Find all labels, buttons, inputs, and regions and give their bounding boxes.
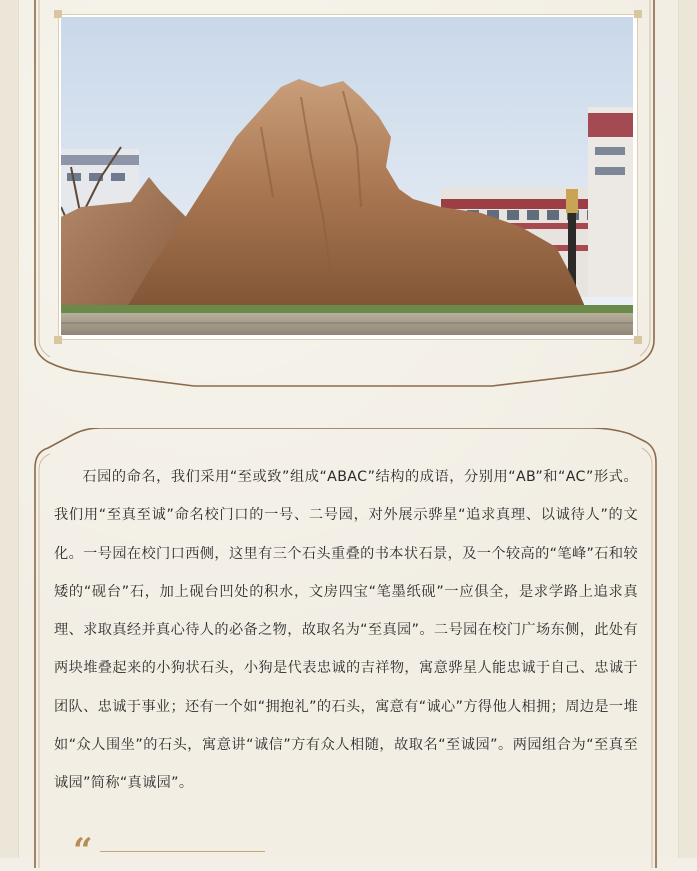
quote-mark-icon: “ <box>73 831 93 871</box>
corner-ornament <box>54 336 62 344</box>
lamp-post-top <box>566 189 578 213</box>
rock-garden-illustration <box>61 17 633 335</box>
left-margin-stripe <box>0 0 19 858</box>
photo-container <box>58 14 638 340</box>
quote-divider <box>100 851 265 852</box>
rock-garden-photo <box>61 17 633 335</box>
article-body <box>54 458 638 803</box>
article-paragraph: 石园的命名，我们采用“至或致”组成“ABAC”结构的成语，分别用“AB”和“AC”形式。我们用“至真至诚”命名校门口的一号、二号园，对外展示骅星“追求真理、以诚待人”的文化。一号园在校门口西侧，这里有三个石头重叠的书本状石景，及一个较高的“笔峰”石和较矮的“砚台”石，加上砚台凹处的积水，文房四宝“笔墨纸砚”一应俱全，是求学路上追求真理、求取真经并真心待人的必备之物，故取名为“至真园”。二号园在校门广场东侧，此处有两块堆叠起来的小狗状石头，小狗是代表忠诚的吉祥物，寓意骅星人能忠诚于自己、忠诚于团队、忠诚于事业；还有一个如“拥抱礼”的石头，寓意有“诚心”方得他人相拥；周边是一堆如“众人围坐”的石头，寓意讲“诚信”方有众人相随，故取名“至诚园”。两园组合为“至真至诚园”简称“真诚园”。 <box>54 469 638 792</box>
right-margin-stripe <box>678 0 697 858</box>
grass <box>61 305 633 313</box>
corner-ornament <box>634 10 642 18</box>
stone-curb <box>61 313 633 335</box>
corner-ornament <box>634 336 642 344</box>
